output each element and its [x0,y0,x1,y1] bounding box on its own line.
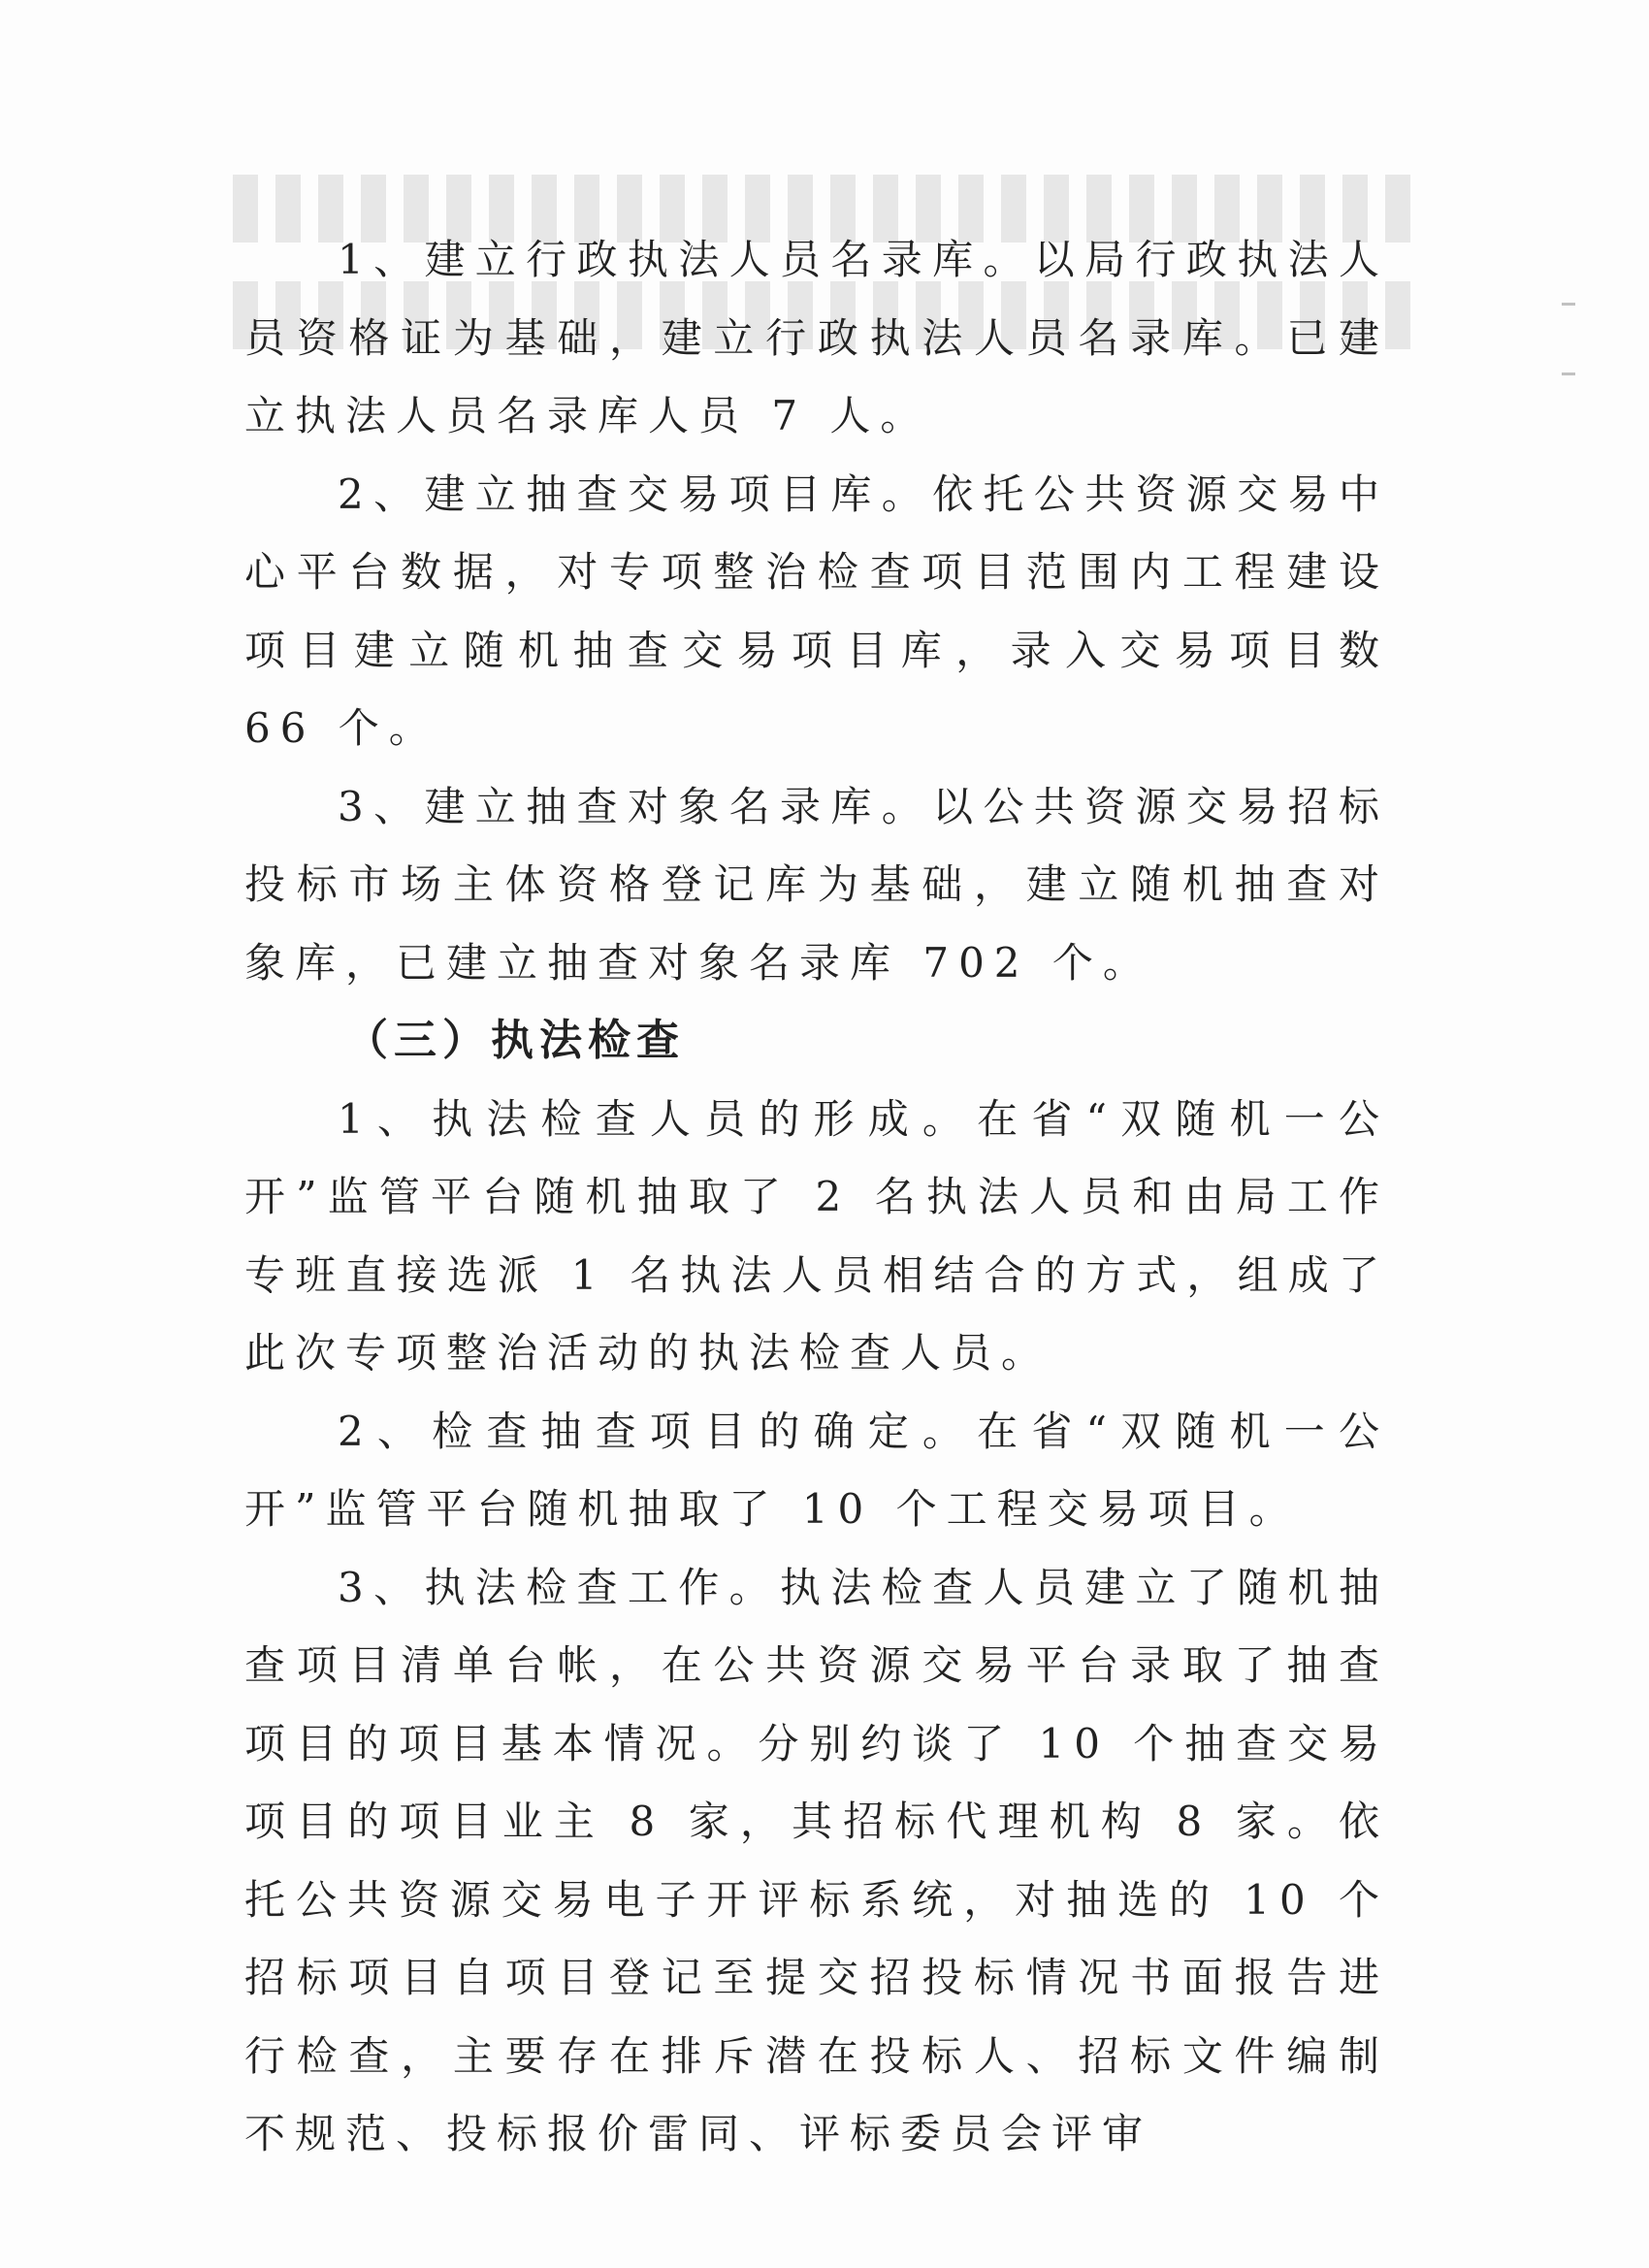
paragraph-inspection-work: 3、执法检查工作。执法检查人员建立了随机抽查项目清单台帐，在公共资源交易平台录取了抽查项目的项目基本情况。分别约谈了 10 个抽查交易项目的项目业主 8 家，其招标代理机构 8 家。依托公共资源交易电子开评标系统，对抽选的 10 个招标项目自项目登记至提交招投标情况书面报告进行检查，主要存在排斥潜在投标人、招标文件编制不规范、投标报价雷同、评标委员会评审 [244,1563,1389,2157]
paragraph-project-registry: 2、建立抽查交易项目库。依托公共资源交易中心平台数据，对专项整治检查项目范围内工程建设项目建立随机抽查交易项目库，录入交易项目数 66 个。 [244,470,1389,752]
paragraph-name-registry: 1、建立行政执法人员名录库。以局行政执法人员资格证为基础，建立行政执法人员名录库。已建立执法人员名录库人员 7 人。 [244,236,1389,439]
section-heading: （三）执法检查 [345,1016,685,1065]
document-body [244,221,1389,2174]
paragraph-project-selection: 2、检查抽查项目的确定。在省“双随机一公开”监管平台随机抽取了 10 个工程交易项目。 [244,1407,1389,1533]
scan-mark [1562,303,1575,306]
paragraph-subject-registry: 3、建立抽查对象名录库。以公共资源交易招标投标市场主体资格登记库为基础，建立随机抽查对象库，已建立抽查对象名录库 702 个。 [244,782,1389,987]
paragraph-inspector-formation: 1、执法检查人员的形成。在省“双随机一公开”监管平台随机抽取了 2 名执法人员和由局工作专班直接选派 1 名执法人员相结合的方式，组成了此次专项整治活动的执法检查人员。 [244,1094,1389,1377]
scan-mark [1562,373,1575,375]
